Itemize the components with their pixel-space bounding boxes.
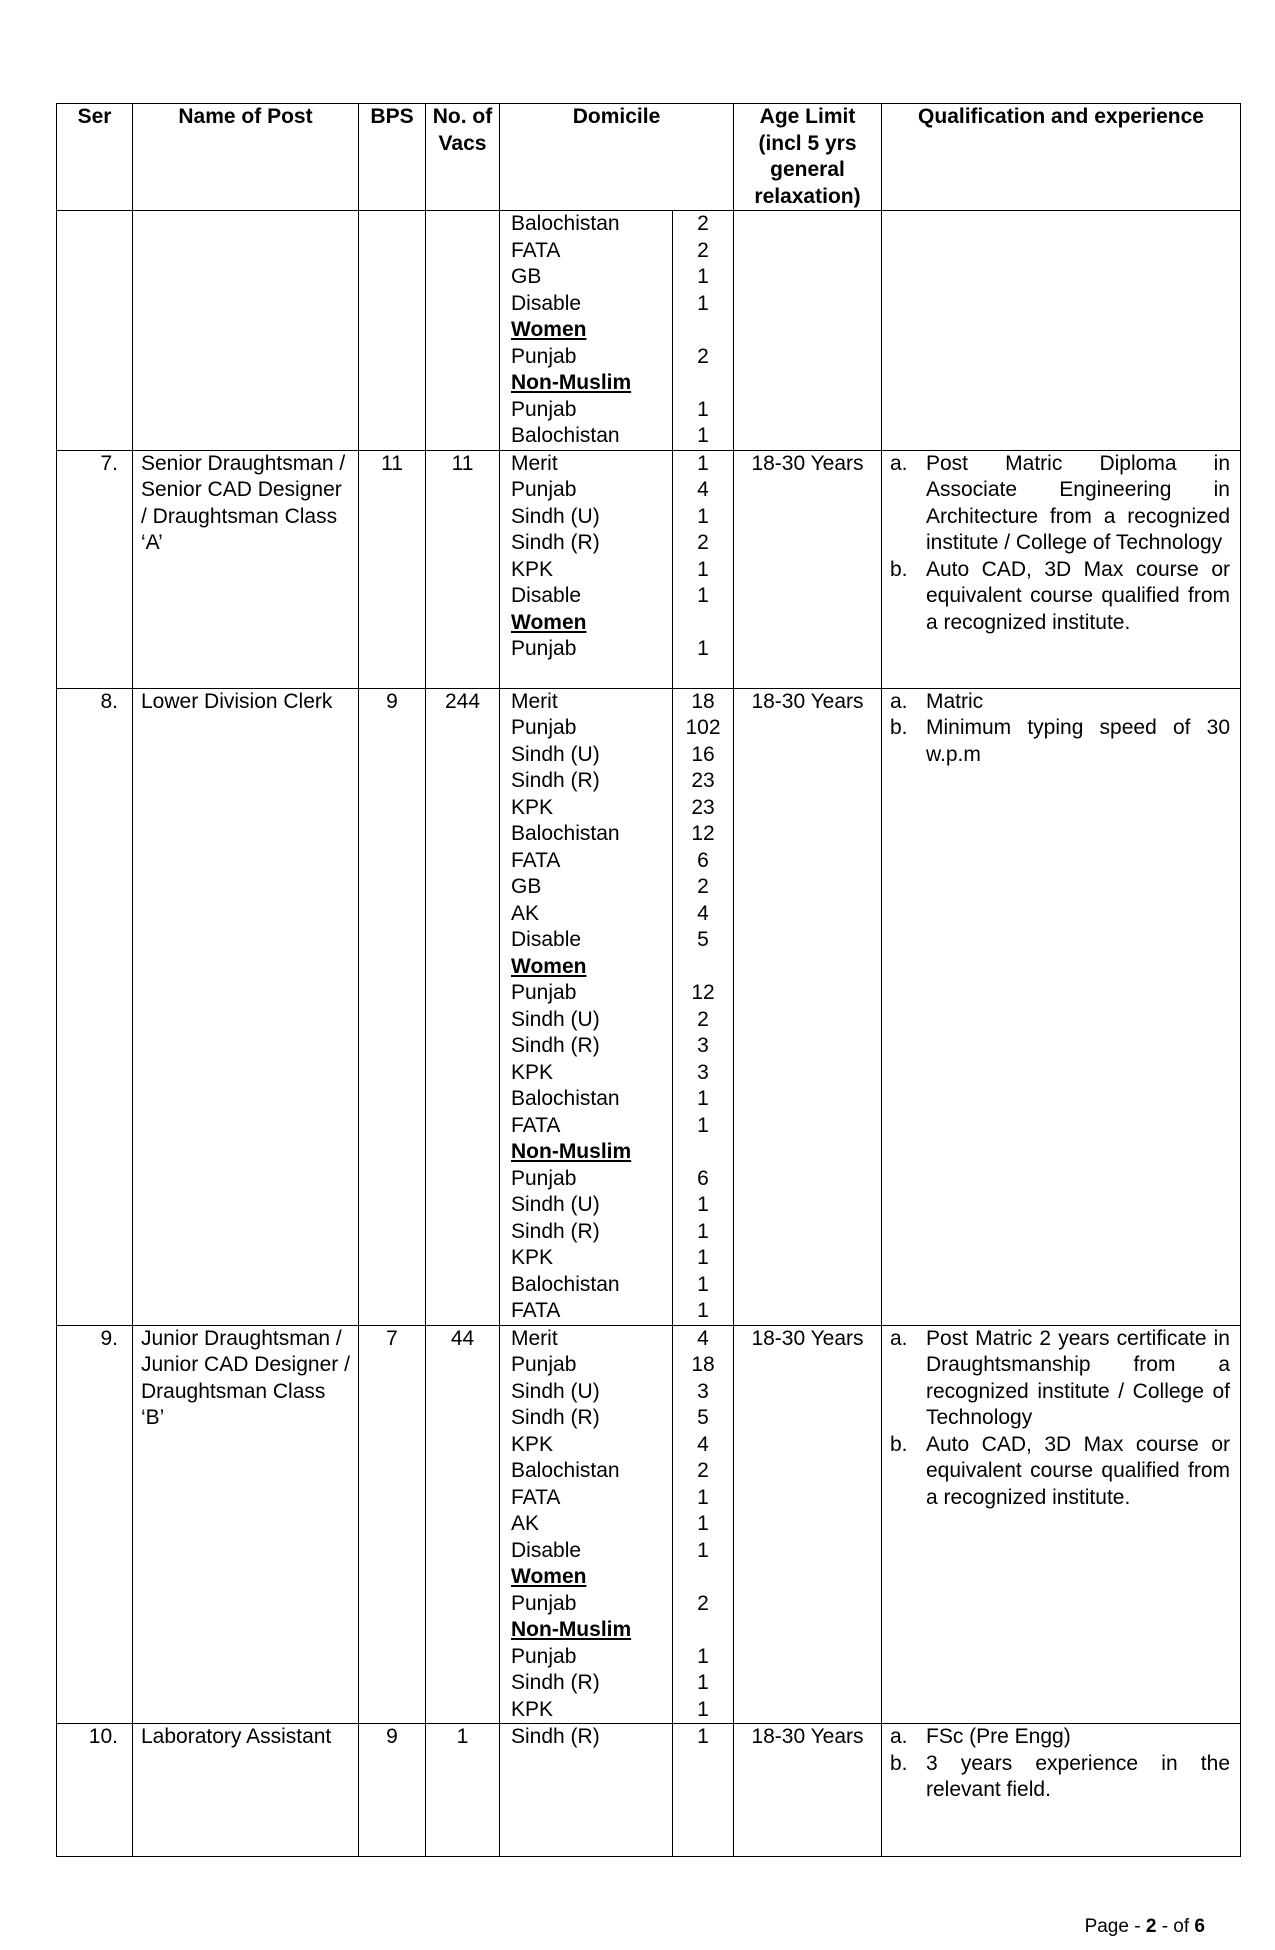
qualification-item-text: Auto CAD, 3D Max course or equivalent course qualified from a recognized institute. bbox=[926, 1432, 1230, 1509]
domicile-count: 18 bbox=[691, 689, 715, 713]
domicile-label: Sindh (R) bbox=[511, 531, 600, 554]
cell-age-limit: 18-30 Years bbox=[734, 1325, 882, 1724]
domicile-label: GB bbox=[511, 265, 542, 288]
cell-bps: 7 bbox=[359, 1325, 426, 1724]
qualification-item bbox=[882, 1326, 1240, 1432]
domicile-label: FATA bbox=[511, 238, 561, 262]
domicile-label: KPK bbox=[511, 1246, 554, 1269]
domicile-label: Punjab bbox=[511, 1644, 577, 1668]
domicile-count: 1 bbox=[697, 1485, 709, 1509]
domicile-label: KPK bbox=[511, 795, 554, 819]
cell-domicile-counts bbox=[673, 1325, 734, 1724]
domicile-label: FATA bbox=[511, 1485, 561, 1509]
domicile-count bbox=[673, 610, 733, 637]
domicile-label: Disable bbox=[511, 928, 582, 951]
domicile-label: FATA bbox=[511, 1113, 561, 1137]
domicile-label: Balochistan bbox=[511, 1087, 620, 1110]
qualification-item-label: b. bbox=[890, 716, 908, 739]
domicile-label: KPK bbox=[511, 1432, 554, 1456]
domicile-group-header: Non-Muslim bbox=[511, 371, 632, 394]
qualification-item-label: b. bbox=[890, 557, 908, 581]
domicile-count: 1 bbox=[697, 451, 709, 475]
domicile-label: Punjab bbox=[511, 397, 577, 421]
qualification-item-label: a. bbox=[890, 1326, 908, 1350]
qualification-item-label: b. bbox=[890, 1751, 908, 1775]
domicile-count: 4 bbox=[697, 1432, 709, 1456]
cell-qualification bbox=[882, 688, 1241, 1325]
domicile-label: Sindh (U) bbox=[511, 1007, 600, 1031]
domicile-count: 1 bbox=[697, 397, 709, 421]
domicile-label: AK bbox=[511, 901, 540, 925]
qualification-item-text: Post Matric 2 years certificate in Draughtsmanship from a recognized institute / College of Technology bbox=[926, 1326, 1230, 1429]
domicile-label: FATA bbox=[511, 1299, 561, 1322]
domicile-label: Merit bbox=[511, 689, 558, 713]
domicile-count bbox=[673, 1617, 733, 1644]
header-age-limit: Age Limit (incl 5 yrs general relaxation) bbox=[734, 104, 882, 211]
cell-name-of-post: Lower Division Clerk bbox=[133, 688, 359, 1325]
table-row bbox=[57, 450, 1241, 688]
qualification-item-label: b. bbox=[890, 1432, 908, 1456]
table-row bbox=[57, 688, 1241, 1325]
qualification-item bbox=[882, 451, 1240, 557]
cell-ser: 9. bbox=[57, 1325, 133, 1724]
domicile-count: 18 bbox=[691, 1353, 715, 1376]
cell-domicile-counts bbox=[673, 450, 734, 688]
cell-ser bbox=[57, 211, 133, 451]
domicile-count: 2 bbox=[697, 212, 709, 235]
domicile-count: 1 bbox=[697, 1193, 709, 1216]
domicile-label: Punjab bbox=[511, 637, 577, 660]
domicile-count: 1 bbox=[697, 1671, 709, 1694]
domicile-group-header: Women bbox=[511, 1565, 587, 1588]
domicile-count: 2 bbox=[697, 1591, 709, 1615]
cell-age-limit: 18-30 Years bbox=[734, 450, 882, 688]
table-header-row bbox=[57, 104, 1241, 211]
qualification-item bbox=[882, 689, 1240, 716]
header-no-of-vacs: No. of Vacs bbox=[426, 104, 500, 211]
cell-name-of-post: Laboratory Assistant bbox=[133, 1724, 359, 1857]
domicile-count: 1 bbox=[697, 1538, 709, 1562]
domicile-label: Sindh (R) bbox=[511, 769, 600, 792]
domicile-label: Sindh (U) bbox=[511, 1193, 600, 1216]
domicile-count: 3 bbox=[697, 1034, 709, 1057]
cell-qualification bbox=[882, 1325, 1241, 1724]
domicile-count: 1 bbox=[697, 1219, 709, 1243]
qualification-item bbox=[882, 557, 1240, 637]
domicile-label: Punjab bbox=[511, 716, 577, 739]
domicile-count: 12 bbox=[691, 981, 715, 1004]
domicile-count: 1 bbox=[697, 1299, 709, 1322]
domicile-count: 2 bbox=[697, 1007, 709, 1031]
page-prefix: Page - bbox=[1084, 1916, 1141, 1937]
domicile-group-header: Women bbox=[511, 318, 587, 341]
qualification-item-label: a. bbox=[890, 451, 908, 475]
domicile-count: 2 bbox=[697, 875, 709, 898]
cell-domicile-names bbox=[500, 1325, 673, 1724]
domicile-count: 4 bbox=[697, 901, 709, 925]
cell-domicile-names bbox=[500, 688, 673, 1325]
qualification-item-text: 3 years experience in the relevant field. bbox=[926, 1751, 1230, 1801]
domicile-count: 3 bbox=[697, 1060, 709, 1084]
cell-age-limit: 18-30 Years bbox=[734, 688, 882, 1325]
domicile-count: 16 bbox=[691, 742, 715, 766]
cell-domicile-names bbox=[500, 1724, 673, 1857]
domicile-label: Punjab bbox=[511, 1353, 577, 1376]
domicile-count: 5 bbox=[697, 1406, 709, 1429]
header-name-of-post: Name of Post bbox=[133, 104, 359, 211]
domicile-count: 6 bbox=[697, 1166, 709, 1190]
cell-name-of-post: Junior Draughtsman / Junior CAD Designer / Draughtsman Class ‘B’ bbox=[133, 1325, 359, 1724]
header-bps: BPS bbox=[359, 104, 426, 211]
qualification-item-text: Matric bbox=[926, 689, 984, 713]
cell-domicile-counts bbox=[673, 688, 734, 1325]
cell-no-of-vacs: 1 bbox=[426, 1724, 500, 1857]
domicile-label: Balochistan bbox=[511, 212, 620, 235]
vacancy-table bbox=[56, 103, 1241, 1857]
cell-ser: 8. bbox=[57, 688, 133, 1325]
domicile-label: Sindh (R) bbox=[511, 1725, 600, 1748]
domicile-label: Balochistan bbox=[511, 424, 620, 447]
qualification-item-text: Post Matric Diploma in Associate Engineering in Architecture from a recognized institute / College of Technology bbox=[926, 451, 1230, 554]
domicile-label: Sindh (R) bbox=[511, 1406, 600, 1429]
domicile-count bbox=[673, 954, 733, 981]
cell-bps: 11 bbox=[359, 450, 426, 688]
cell-name-of-post bbox=[133, 211, 359, 451]
domicile-count bbox=[673, 1564, 733, 1591]
cell-ser: 10. bbox=[57, 1724, 133, 1857]
domicile-label: Balochistan bbox=[511, 1272, 620, 1296]
domicile-label: Sindh (R) bbox=[511, 1671, 600, 1694]
cell-domicile-counts bbox=[673, 1724, 734, 1857]
domicile-label: Punjab bbox=[511, 981, 577, 1004]
domicile-count: 1 bbox=[697, 1725, 709, 1748]
domicile-count: 1 bbox=[697, 557, 709, 581]
domicile-count: 3 bbox=[697, 1379, 709, 1403]
domicile-count: 1 bbox=[697, 291, 709, 315]
qualification-item bbox=[882, 1751, 1240, 1804]
cell-qualification bbox=[882, 450, 1241, 688]
cell-no-of-vacs bbox=[426, 211, 500, 451]
domicile-label: KPK bbox=[511, 557, 554, 581]
domicile-count: 1 bbox=[697, 1087, 709, 1110]
domicile-count: 2 bbox=[697, 531, 709, 554]
domicile-label: Punjab bbox=[511, 1591, 577, 1615]
page-total: 6 bbox=[1194, 1916, 1205, 1937]
page-mid: - of bbox=[1161, 1916, 1190, 1937]
cell-bps: 9 bbox=[359, 1724, 426, 1857]
domicile-label: AK bbox=[511, 1512, 540, 1535]
domicile-count: 5 bbox=[697, 928, 709, 951]
domicile-count: 1 bbox=[697, 1113, 709, 1137]
domicile-label: Balochistan bbox=[511, 822, 620, 845]
qualification-item-text: Auto CAD, 3D Max course or equivalent course qualified from a recognized institute. bbox=[926, 557, 1230, 634]
domicile-label: Sindh (R) bbox=[511, 1034, 600, 1057]
page-current: 2 bbox=[1145, 1916, 1157, 1937]
domicile-count: 1 bbox=[697, 1512, 709, 1535]
domicile-count: 1 bbox=[697, 1697, 709, 1721]
domicile-count: 2 bbox=[697, 238, 709, 262]
domicile-count: 1 bbox=[697, 637, 709, 660]
domicile-count bbox=[673, 317, 733, 344]
cell-qualification bbox=[882, 211, 1241, 451]
domicile-group-header: Women bbox=[511, 610, 587, 634]
cell-domicile-names bbox=[500, 450, 673, 688]
domicile-count: 2 bbox=[697, 1459, 709, 1482]
cell-bps bbox=[359, 211, 426, 451]
cell-name-of-post: Senior Draughtsman / Senior CAD Designer / Draughtsman Class ‘A’ bbox=[133, 450, 359, 688]
domicile-group-header: Women bbox=[511, 954, 587, 978]
cell-domicile-counts bbox=[673, 211, 734, 451]
domicile-label: KPK bbox=[511, 1697, 554, 1721]
header-domicile: Domicile bbox=[500, 104, 734, 211]
qualification-item bbox=[882, 1432, 1240, 1512]
header-ser: Ser bbox=[57, 104, 133, 211]
domicile-label: Merit bbox=[511, 1326, 558, 1350]
domicile-label: Disable bbox=[511, 584, 582, 607]
domicile-label: FATA bbox=[511, 848, 561, 872]
domicile-label: Balochistan bbox=[511, 1459, 620, 1482]
cell-bps: 9 bbox=[359, 688, 426, 1325]
cell-no-of-vacs: 11 bbox=[426, 450, 500, 688]
domicile-label: Disable bbox=[511, 291, 582, 315]
domicile-count: 1 bbox=[697, 1644, 709, 1668]
domicile-label: Punjab bbox=[511, 344, 577, 368]
domicile-count: 23 bbox=[691, 769, 715, 792]
cell-no-of-vacs: 44 bbox=[426, 1325, 500, 1724]
domicile-count bbox=[673, 370, 733, 397]
domicile-count: 1 bbox=[697, 1246, 709, 1269]
cell-ser: 7. bbox=[57, 450, 133, 688]
domicile-group-header: Non-Muslim bbox=[511, 1618, 632, 1641]
domicile-label: Sindh (U) bbox=[511, 504, 600, 528]
domicile-label: Merit bbox=[511, 451, 558, 475]
cell-no-of-vacs: 244 bbox=[426, 688, 500, 1325]
domicile-label: Sindh (R) bbox=[511, 1219, 600, 1243]
domicile-count: 4 bbox=[697, 1326, 709, 1350]
cell-age-limit bbox=[734, 211, 882, 451]
table-row bbox=[57, 1724, 1241, 1857]
domicile-label: Punjab bbox=[511, 478, 577, 501]
domicile-label: Disable bbox=[511, 1538, 582, 1562]
domicile-group-header: Non-Muslim bbox=[511, 1140, 632, 1163]
table-row bbox=[57, 211, 1241, 451]
domicile-count: 12 bbox=[691, 822, 715, 845]
qualification-item-text: FSc (Pre Engg) bbox=[926, 1725, 1071, 1748]
cell-age-limit: 18-30 Years bbox=[734, 1724, 882, 1857]
page-footer bbox=[1085, 1916, 1205, 1938]
qualification-item bbox=[882, 1724, 1240, 1751]
qualification-item-label: a. bbox=[890, 1725, 908, 1748]
domicile-count: 4 bbox=[697, 478, 709, 501]
cell-qualification bbox=[882, 1724, 1241, 1857]
domicile-count: 23 bbox=[691, 795, 715, 819]
header-qualification: Qualification and experience bbox=[882, 104, 1241, 211]
domicile-label: Punjab bbox=[511, 1166, 577, 1190]
domicile-count: 2 bbox=[697, 344, 709, 368]
domicile-count: 1 bbox=[697, 265, 709, 288]
domicile-label: Sindh (U) bbox=[511, 1379, 600, 1403]
domicile-count: 1 bbox=[697, 504, 709, 528]
qualification-item bbox=[882, 715, 1240, 768]
table-body bbox=[57, 211, 1241, 1857]
cell-domicile-names bbox=[500, 211, 673, 451]
domicile-count: 1 bbox=[697, 424, 709, 447]
domicile-label: KPK bbox=[511, 1060, 554, 1084]
domicile-label: GB bbox=[511, 875, 542, 898]
qualification-item-label: a. bbox=[890, 689, 908, 713]
table-row bbox=[57, 1325, 1241, 1724]
qualification-item-text: Minimum typing speed of 30 w.p.m bbox=[926, 716, 1230, 766]
domicile-count: 1 bbox=[697, 584, 709, 607]
domicile-count: 1 bbox=[697, 1272, 709, 1296]
domicile-count: 102 bbox=[685, 716, 721, 739]
domicile-label: Sindh (U) bbox=[511, 742, 600, 766]
domicile-count: 6 bbox=[697, 848, 709, 872]
domicile-count bbox=[673, 1139, 733, 1166]
